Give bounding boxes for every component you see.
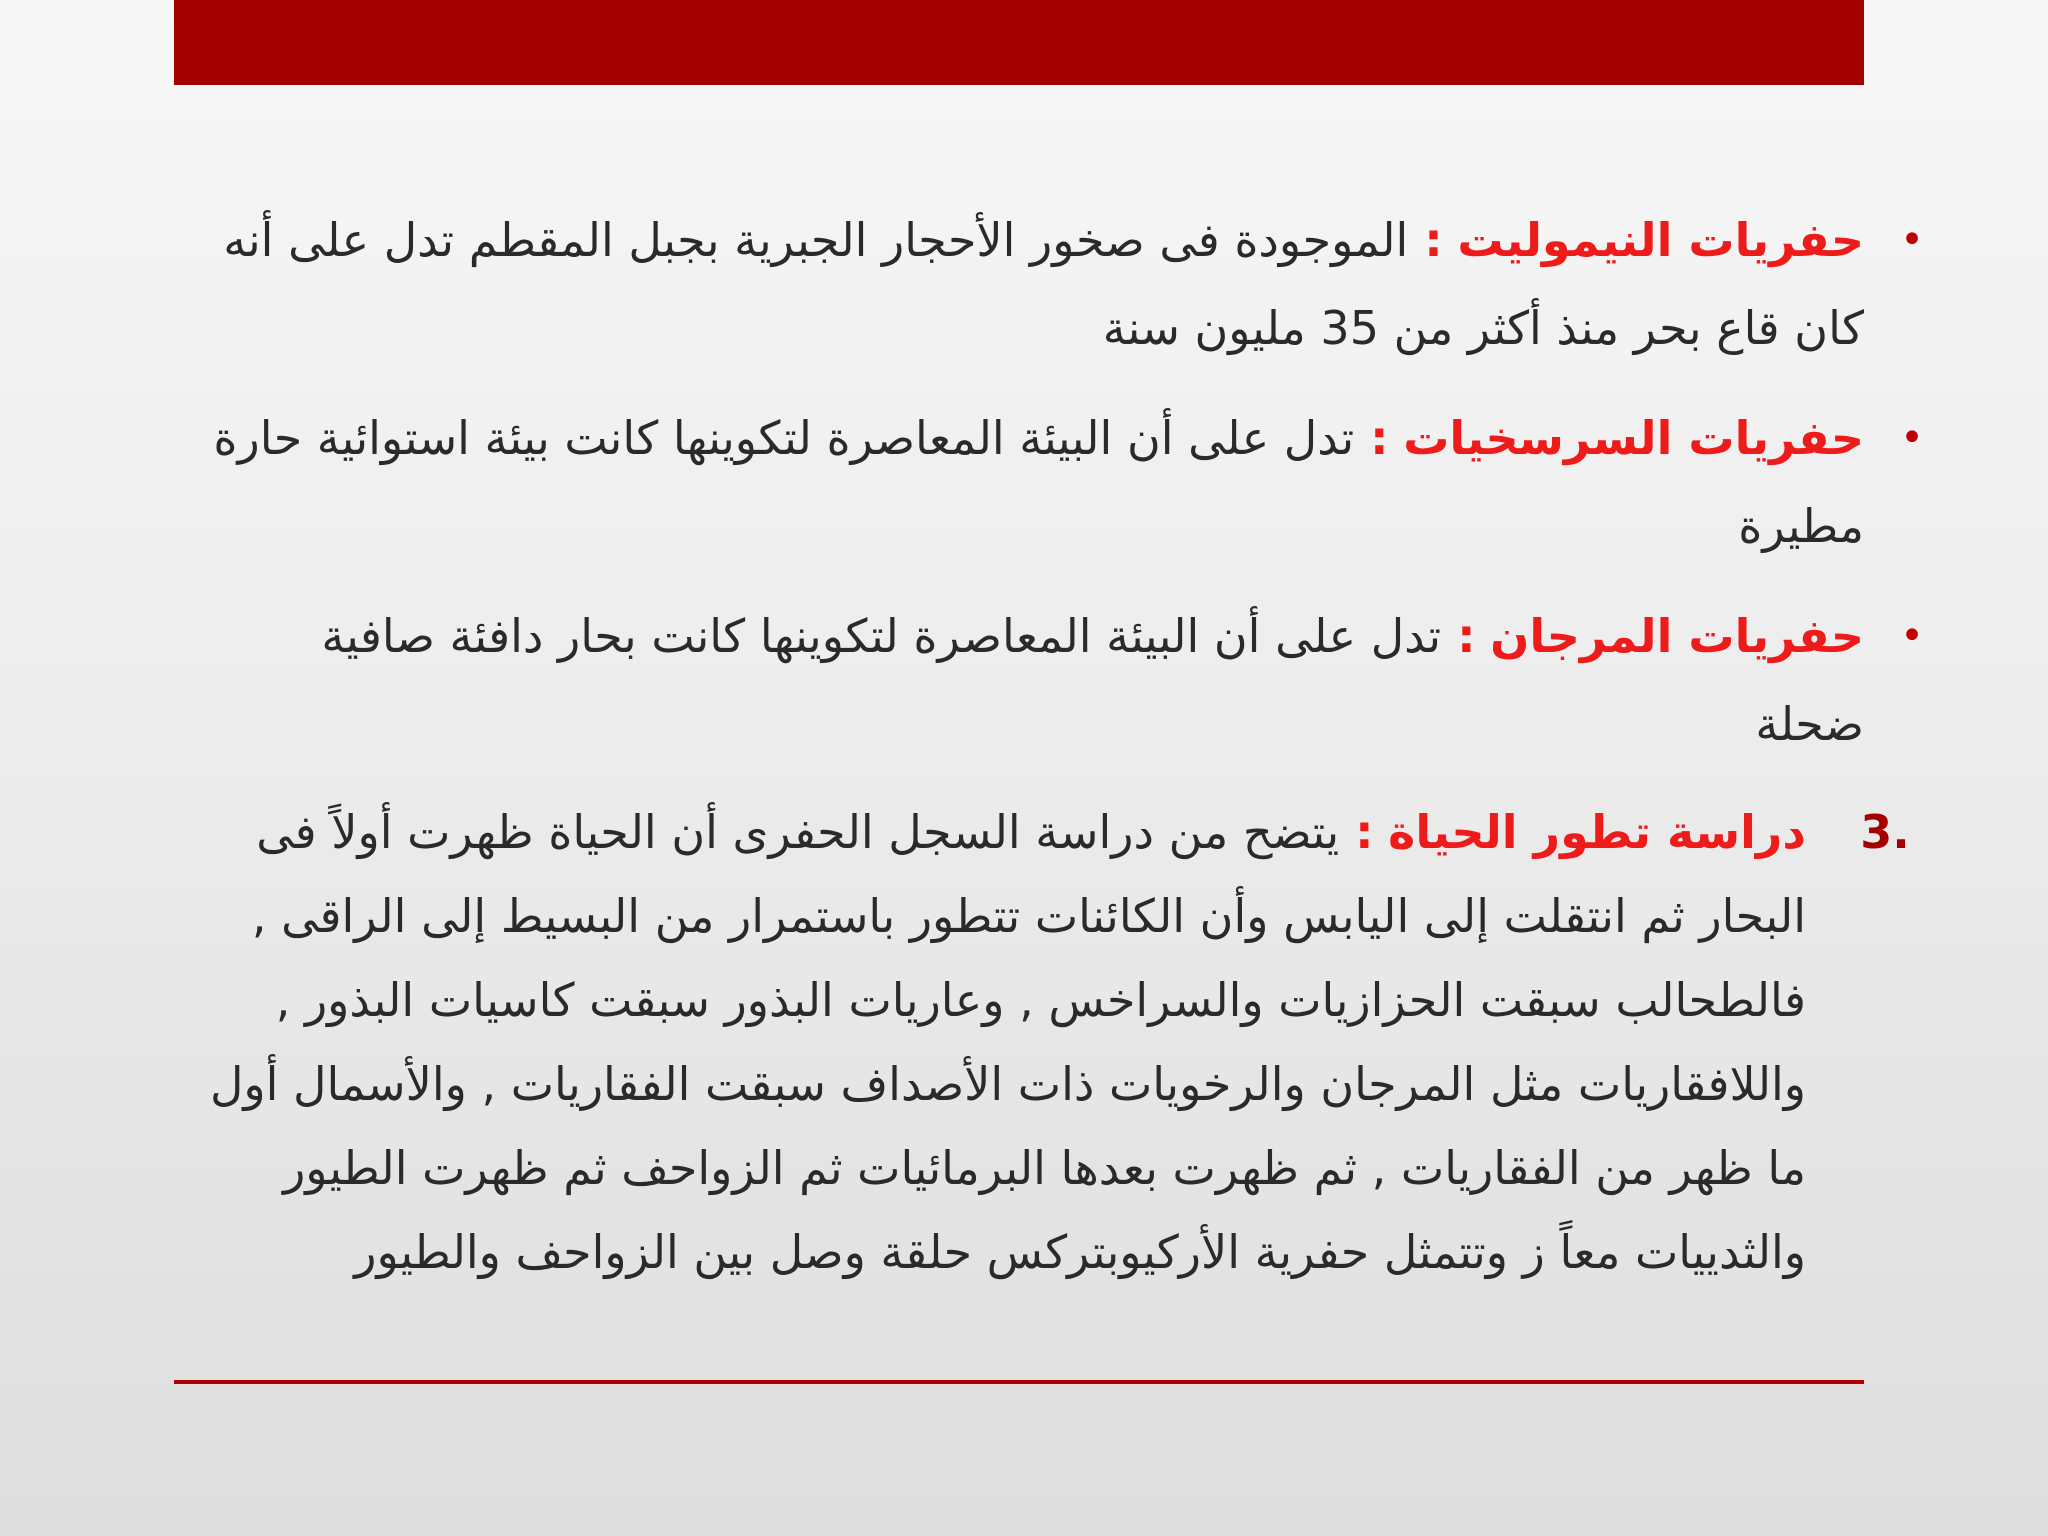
bottom-divider-line bbox=[174, 1380, 1864, 1384]
term-separator: : bbox=[1339, 805, 1374, 859]
bullet-dot-icon: • bbox=[1900, 613, 1924, 659]
bullet-dot-icon: • bbox=[1900, 217, 1924, 263]
bullet-dot-icon: • bbox=[1900, 415, 1924, 461]
top-banner-bar bbox=[174, 0, 1864, 85]
numbered-item-term: دراسة تطور الحياة bbox=[1388, 805, 1806, 859]
numbered-item-text: يتضح من دراسة السجل الحفرى أن الحياة ظهرت أولاً فى البحار ثم انتقلت إلى اليابس وأن الكائنات تتطور باستمرار من البسيط إلى الراقى , فالطحالب سبقت الحزازيات والسراخس , وعاريات البذور سبقت كاسيات البذور , واللافقاريات مثل المرجان والرخويات ذات الأصداف سبقت الفقاريات , والأسمال أول ما ظهر من الفقاريات , ثم ظهرت بعدها البرمائيات ثم الزواحف ثم ظهرت الطيور والثدييات معاً ز وتتمثل حفرية الأركيوبتركس حلقة وصل بين الزواحف والطيور bbox=[209, 805, 1806, 1279]
term-separator: : bbox=[1354, 411, 1389, 465]
numbered-item-evolution bbox=[200, 790, 1940, 1294]
term-separator: : bbox=[1441, 609, 1476, 663]
bullet-text: الموجودة فى صخور الأحجار الجبرية بجبل المقطم تدل على أنه كان قاع بحر منذ أكثر من 35 مليون سنة bbox=[223, 213, 1864, 355]
bullet-text: تدل على أن البيئة المعاصرة لتكوينها كانت بحار دافئة صافية ضحلة bbox=[321, 609, 1864, 751]
bullet-item-nummulites bbox=[200, 196, 1940, 372]
slide-content bbox=[200, 196, 1940, 1294]
bullet-item-coral bbox=[200, 592, 1940, 768]
term-separator: : bbox=[1408, 213, 1443, 267]
bullet-term: حفريات السرسخيات bbox=[1403, 411, 1864, 465]
bullet-item-ferns bbox=[200, 394, 1940, 570]
item-number: 3. bbox=[1860, 805, 1910, 859]
bullet-text: تدل على أن البيئة المعاصرة لتكوينها كانت بيئة استوائية حارة مطيرة bbox=[213, 411, 1864, 553]
bullet-term: حفريات المرجان bbox=[1490, 609, 1864, 663]
bullet-term: حفريات النيموليت bbox=[1457, 213, 1864, 267]
